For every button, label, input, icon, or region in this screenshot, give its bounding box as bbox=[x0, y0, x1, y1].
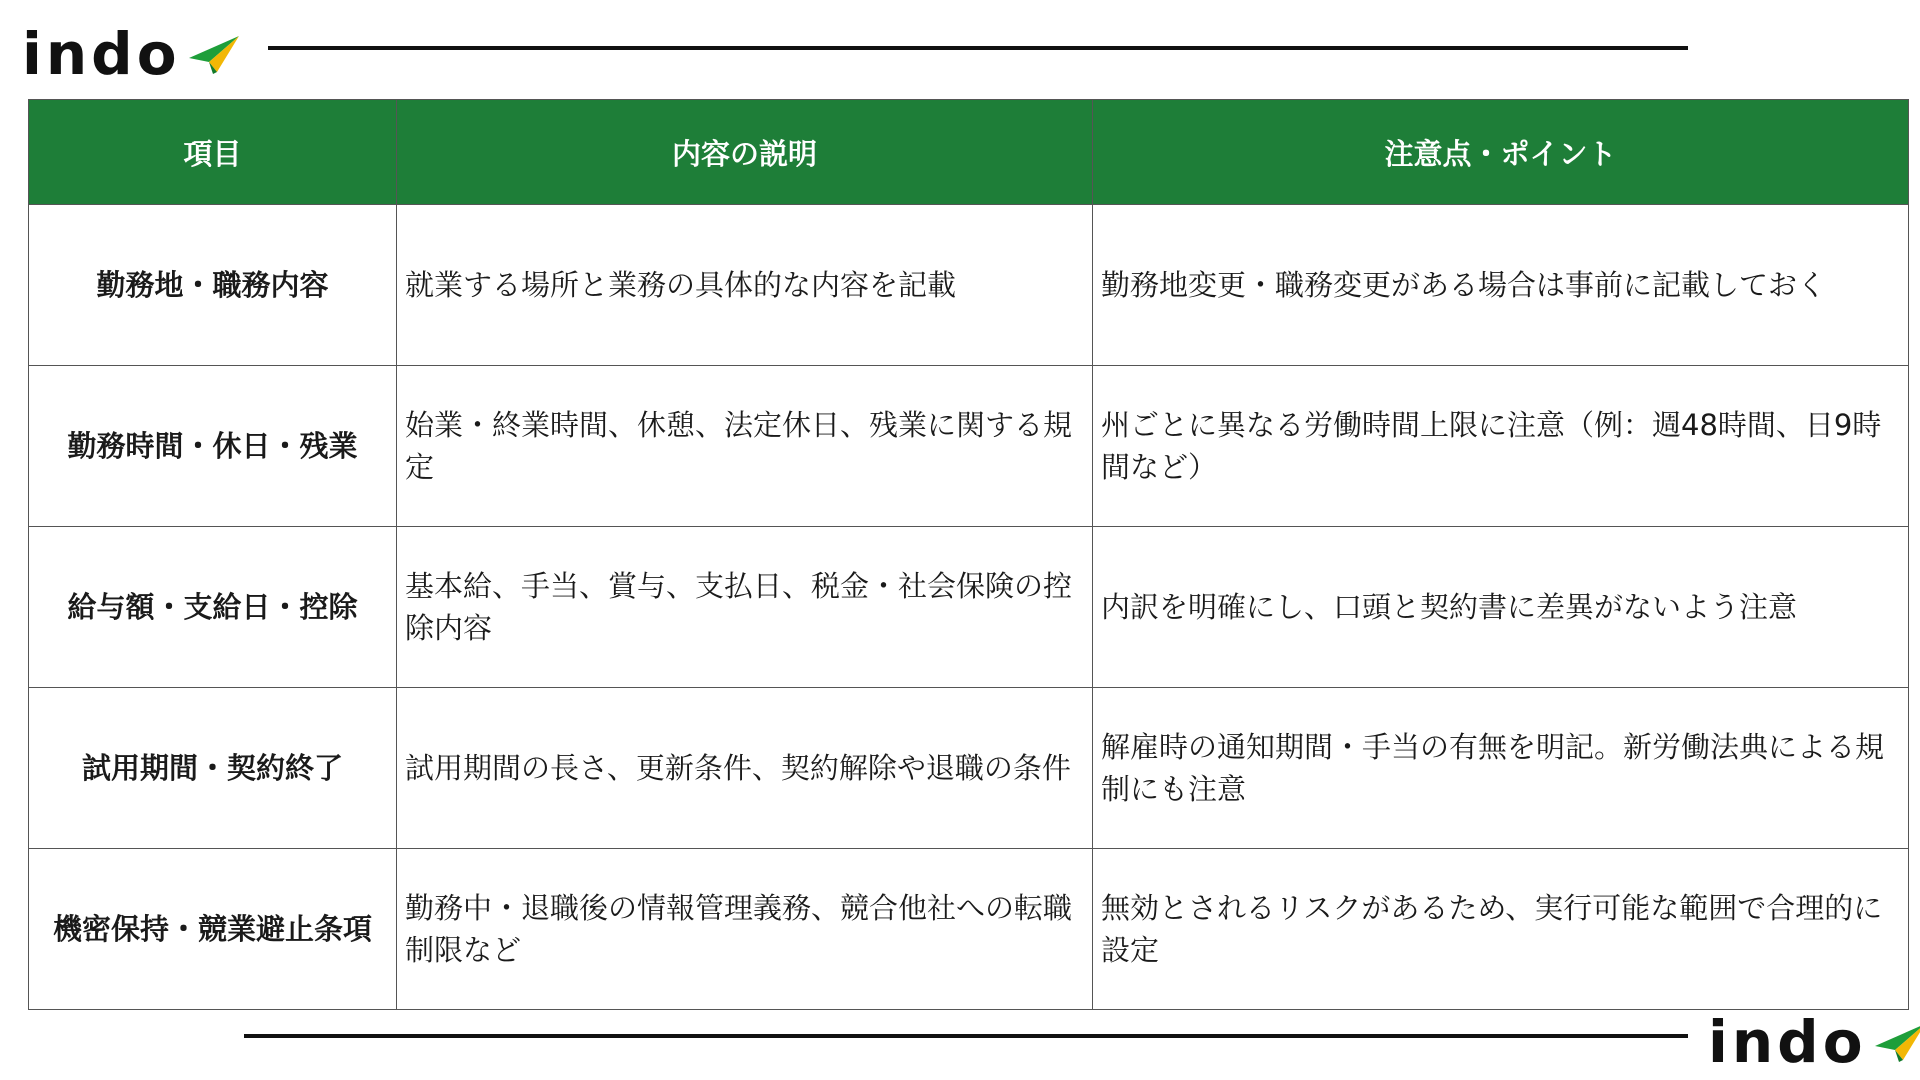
row-item: 試用期間・契約終了 bbox=[29, 688, 397, 849]
row-description: 始業・終業時間、休憩、法定休日、残業に関する規定 bbox=[397, 366, 1093, 527]
row-item: 機密保持・競業避止条項 bbox=[29, 849, 397, 1010]
row-item: 勤務時間・休日・残業 bbox=[29, 366, 397, 527]
row-item: 給与額・支給日・控除 bbox=[29, 527, 397, 688]
header-item: 項目 bbox=[29, 100, 397, 205]
brand-logo-bottom bbox=[1708, 1010, 1920, 1074]
contract-items-table bbox=[28, 99, 1909, 1010]
table-row bbox=[29, 849, 1909, 1010]
paper-plane-icon bbox=[1873, 1020, 1920, 1064]
logo-wordmark: indo bbox=[1708, 1008, 1867, 1076]
logo-wordmark: indo bbox=[22, 20, 181, 88]
row-description: 基本給、手当、賞与、支払日、税金・社会保険の控除内容 bbox=[397, 527, 1093, 688]
brand-logo-top bbox=[22, 22, 241, 86]
row-note: 勤務地変更・職務変更がある場合は事前に記載しておく bbox=[1093, 205, 1909, 366]
row-note: 解雇時の通知期間・手当の有無を明記。新労働法典による規制にも注意 bbox=[1093, 688, 1909, 849]
table-row bbox=[29, 366, 1909, 527]
row-note: 内訳を明確にし、口頭と契約書に差異がないよう注意 bbox=[1093, 527, 1909, 688]
table-row bbox=[29, 205, 1909, 366]
header-note: 注意点・ポイント bbox=[1093, 100, 1909, 205]
bottom-divider bbox=[244, 1034, 1688, 1038]
table-row bbox=[29, 527, 1909, 688]
top-divider bbox=[268, 46, 1688, 50]
row-item: 勤務地・職務内容 bbox=[29, 205, 397, 366]
table-header-row bbox=[29, 100, 1909, 205]
paper-plane-icon bbox=[187, 32, 241, 76]
row-description: 試用期間の長さ、更新条件、契約解除や退職の条件 bbox=[397, 688, 1093, 849]
row-note: 無効とされるリスクがあるため、実行可能な範囲で合理的に設定 bbox=[1093, 849, 1909, 1010]
row-note: 州ごとに異なる労働時間上限に注意（例：週48時間、日9時間など） bbox=[1093, 366, 1909, 527]
row-description: 勤務中・退職後の情報管理義務、競合他社への転職制限など bbox=[397, 849, 1093, 1010]
row-description: 就業する場所と業務の具体的な内容を記載 bbox=[397, 205, 1093, 366]
table-row bbox=[29, 688, 1909, 849]
header-description: 内容の説明 bbox=[397, 100, 1093, 205]
